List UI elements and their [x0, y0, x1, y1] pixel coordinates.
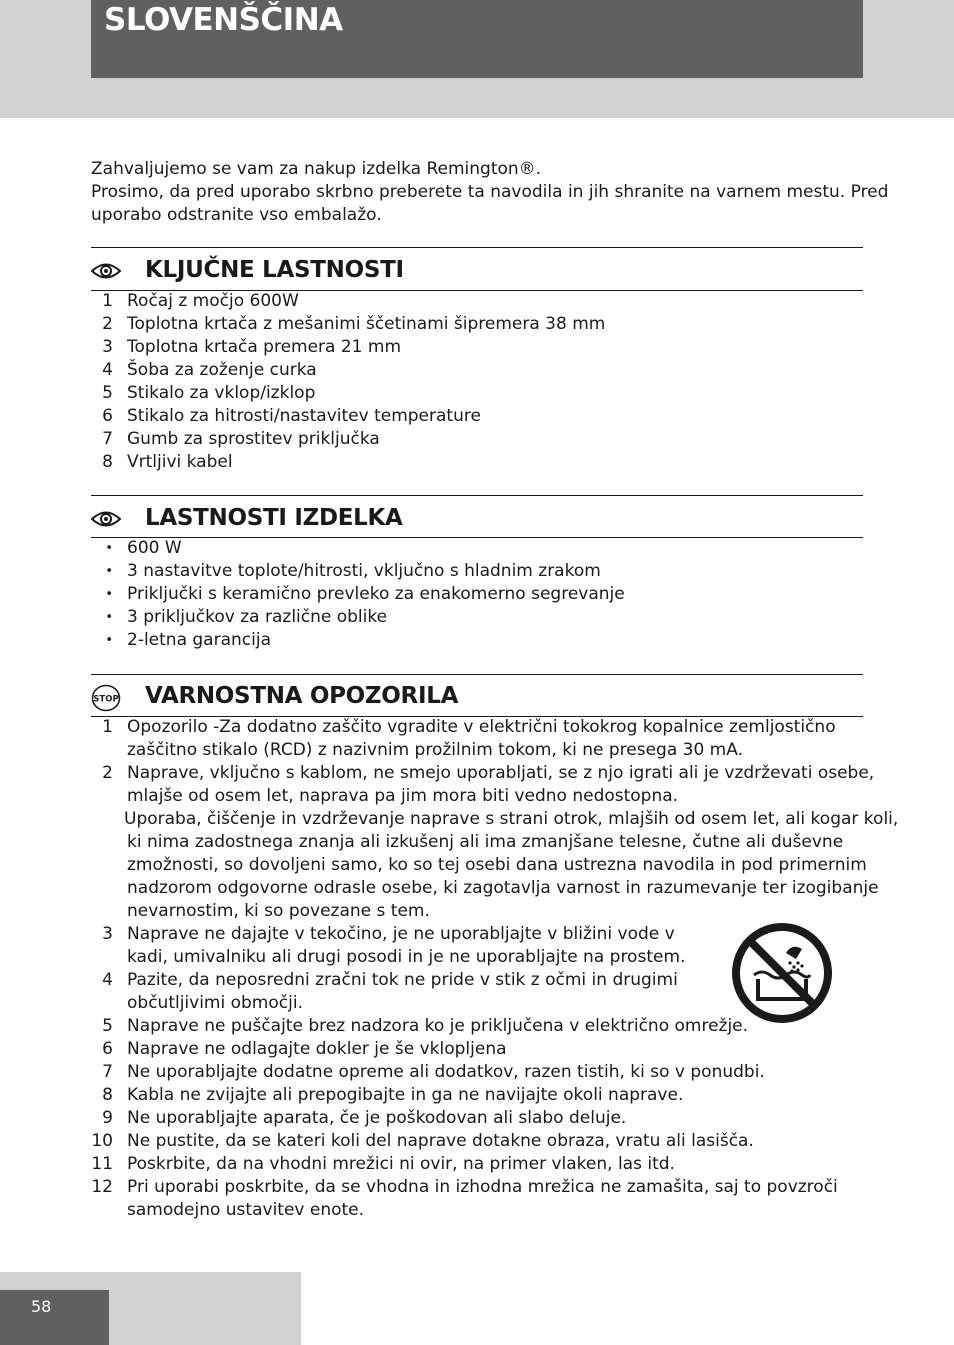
list-item-text: Gumb za sprostitev priključka [127, 429, 380, 449]
list-item-number: 2 [102, 314, 113, 334]
list-item-text: zmožnosti, so dovoljeni samo, ko so tej osebi dana ustrezna navodila in pod primernim [127, 855, 867, 875]
list-item-text: Stikalo za hitrosti/nastavitev temperature [127, 406, 481, 426]
section-rule [91, 247, 863, 248]
list-item-text: samodejno ustavitev enote. [127, 1200, 365, 1220]
section-rule [91, 674, 863, 675]
section-title: KLJUČNE LASTNOSTI [145, 257, 404, 283]
list-item-text: Naprave ne puščajte brez nadzora ko je priključena v električno omrežje. [127, 1016, 749, 1036]
list-item-text: Kabla ne zvijajte ali prepogibajte in ga ne navijajte okoli naprave. [127, 1085, 684, 1105]
list-item [91, 1107, 871, 1130]
page-number: 58 [31, 1297, 52, 1316]
list-item-text: 2-letna garancija [127, 630, 271, 650]
page-title: SLOVENŠČINA [104, 2, 343, 38]
list-item-text: Toplotna krtača z mešanimi ščetinami šipremera 38 mm [127, 314, 606, 334]
list-item [91, 359, 871, 382]
section-title: VARNOSTNA OPOZORILA [145, 683, 459, 709]
list-item-number: 6 [102, 1039, 113, 1059]
list-item-number: 11 [91, 1154, 113, 1174]
list-item [91, 1061, 871, 1084]
list-item-text: Poskrbite, da na vhodni mrežici ni ovir, na primer vlaken, las itd. [127, 1154, 675, 1174]
list-item-text: Ne pustite, da se kateri koli del naprave dotakne obraza, vratu ali lasišča. [127, 1131, 754, 1151]
list-item-number: 7 [102, 429, 113, 449]
list-item-number: • [105, 610, 113, 625]
list-item-number: • [105, 564, 113, 579]
list-item [91, 1153, 871, 1176]
list-item [91, 1176, 871, 1199]
page-number-box [0, 1290, 109, 1345]
list-item [91, 716, 871, 739]
list-item [91, 537, 871, 560]
list-item-text: Ne uporabljajte dodatne opreme ali dodatkov, razen tistih, ki so v ponudbi. [127, 1062, 765, 1082]
list-item-text: Naprave ne dajajte v tekočino, je ne uporabljajte v bližini vode v [127, 924, 675, 944]
list-item [91, 336, 871, 359]
list-item-number: 5 [102, 383, 113, 403]
list-item-number: 5 [102, 1016, 113, 1036]
list-item-number: 6 [102, 406, 113, 426]
product-list [91, 537, 871, 652]
section-header-product [91, 498, 863, 540]
list-item [91, 808, 899, 831]
intro-text [91, 158, 888, 227]
list-item-text: mlajše od osem let, naprava pa jim mora biti vedno nedostopna. [127, 786, 679, 806]
list-item-text: Naprave ne odlagajte dokler je še vklopljena [127, 1039, 507, 1059]
list-item-text: Ročaj z močjo 600W [127, 291, 299, 311]
list-item-number: • [105, 587, 113, 602]
list-item-number: • [105, 541, 113, 556]
list-item-text: 3 priključkov za različne oblike [127, 607, 388, 627]
list-item-text: kadi, umivalniku ali drugi posodi in je ne uporabljajte na prostem. [127, 947, 686, 967]
list-item-text: Vrtljivi kabel [127, 452, 233, 472]
list-item-number: 1 [102, 291, 113, 311]
list-item [91, 451, 871, 474]
list-item [91, 1084, 871, 1107]
intro-line: Prosimo, da pred uporabo skrbno preberete ta navodila in jih shranite na varnem mestu. Pred [91, 182, 889, 202]
list-item-text: nevarnostim, ki so povezane s tem. [127, 901, 430, 921]
list-item-text: Pri uporabi poskrbite, da se vhodna in izhodna mrežica ne zamašita, saj to povzroči [127, 1177, 838, 1197]
intro-line: uporabo odstranite vso embalažo. [91, 205, 382, 225]
list-item [91, 1199, 871, 1222]
list-item-text: Opozorilo -Za dodatno zaščito vgradite v električni tokokrog kopalnice zemljostično [127, 717, 836, 737]
list-item-number: 4 [102, 970, 113, 990]
section-title: LASTNOSTI IZDELKA [145, 505, 403, 531]
list-item [91, 877, 879, 900]
list-item-number: 1 [102, 717, 113, 737]
list-item [91, 739, 871, 762]
list-item-number: 4 [102, 360, 113, 380]
list-item [91, 900, 871, 923]
list-item [91, 831, 871, 854]
title-box [91, 0, 863, 78]
list-item-number: 3 [102, 924, 113, 944]
eye-icon [91, 508, 121, 530]
list-item [91, 854, 871, 877]
list-item-text: Naprave, vključno s kablom, ne smejo uporabljati, se z njo igrati ali je vzdrževati osebe, [127, 763, 875, 783]
list-item-text: nadzorom odgovorne odrasle osebe, ki zagotavlja varnost in razumevanje ter izogibanje [127, 878, 879, 898]
list-item [91, 762, 875, 785]
stop-icon [91, 684, 121, 712]
list-item-text: 3 nastavitve toplote/hitrosti, vključno s hladnim zrakom [127, 561, 601, 581]
list-item [91, 606, 871, 629]
list-item-text: Toplotna krtača premera 21 mm [127, 337, 402, 357]
intro-line: Zahvaljujemo se vam za nakup izdelka Remington®. [91, 159, 542, 179]
list-item [91, 629, 871, 652]
list-item [91, 382, 871, 405]
list-item-text: Stikalo za vklop/izklop [127, 383, 316, 403]
list-item-number: 7 [102, 1062, 113, 1082]
list-item-number: 2 [102, 763, 113, 783]
no-water-shower-icon [732, 923, 832, 1023]
list-item [91, 1038, 871, 1061]
list-item-number: 10 [91, 1131, 113, 1151]
list-item-text: Šoba za zoženje curka [127, 360, 317, 380]
list-item-text: Pazite, da neposredni zračni tok ne pride v stik z očmi in drugimi [127, 970, 678, 990]
section-rule [91, 495, 863, 496]
section-header-features [91, 250, 863, 292]
list-item [91, 405, 871, 428]
list-item-text: Uporaba, čiščenje in vzdrževanje naprave s strani otrok, mlajših od osem let, ali kogar koli, [124, 809, 899, 829]
list-item-text: Priključki s keramično prevleko za enakomerno segrevanje [127, 584, 625, 604]
list-item [91, 583, 871, 606]
list-item-text: Ne uporabljajte aparata, če je poškodovan ali slabo deluje. [127, 1108, 627, 1128]
eye-icon [91, 260, 121, 282]
list-item-number: 9 [102, 1108, 113, 1128]
stop-icon-label: STOP [93, 694, 119, 705]
list-item [91, 1130, 871, 1153]
section-header-safety [91, 676, 863, 718]
list-item-number: 3 [102, 337, 113, 357]
list-item [91, 560, 871, 583]
list-item-text: zaščitno stikalo (RCD) z nazivnim prožilnim tokom, ki ne presega 30 mA. [127, 740, 743, 760]
list-item [91, 785, 871, 808]
list-item [91, 313, 871, 336]
list-item-number: • [105, 633, 113, 648]
list-item-number: 8 [102, 1085, 113, 1105]
list-item [91, 428, 871, 451]
list-item-text: 600 W [127, 538, 182, 558]
list-item-number: 12 [91, 1177, 113, 1197]
list-item-text: ki nima zadostnega znanja ali izkušenj ali ima zmanjšane telesne, čutne ali duševne [127, 832, 844, 852]
list-item-text: občutljivimi območji. [127, 993, 303, 1013]
list-item [91, 290, 871, 313]
list-item-number: 8 [102, 452, 113, 472]
features-list [91, 290, 871, 474]
